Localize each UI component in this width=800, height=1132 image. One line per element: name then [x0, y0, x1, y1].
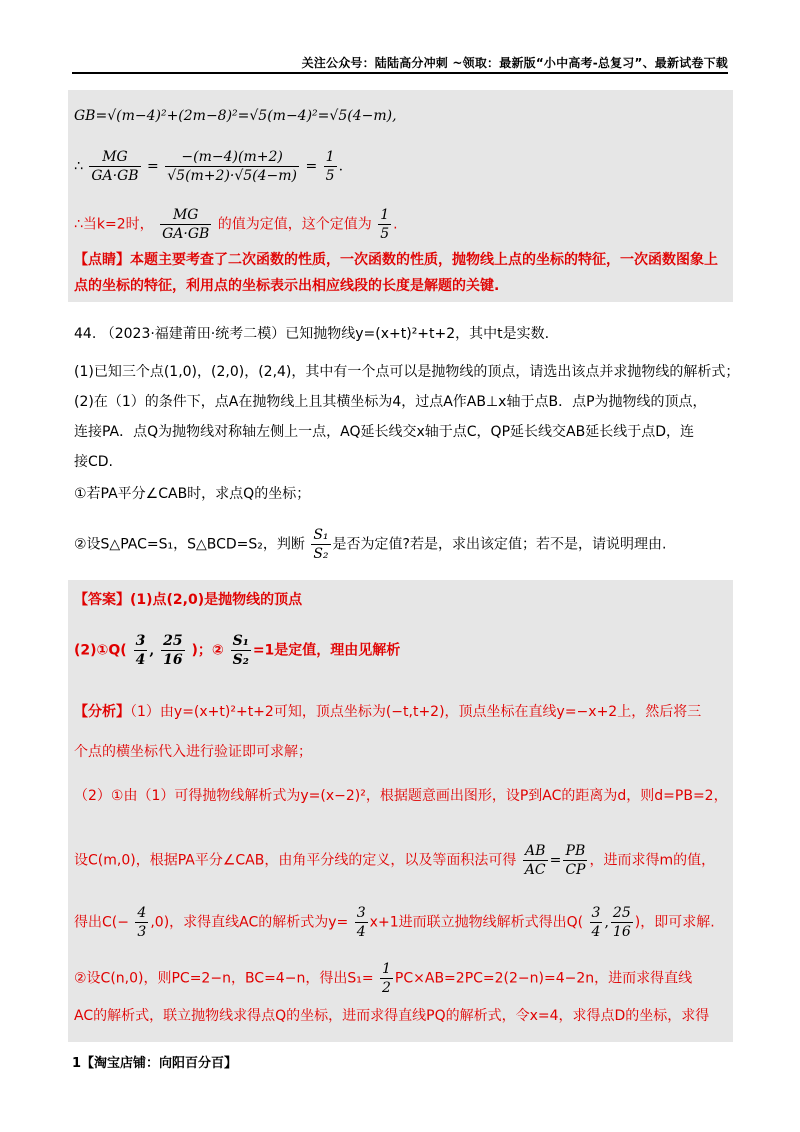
fraction-denominator: √5(m+2)·√5(4−m) [167, 168, 298, 184]
fraction-numerator: 25 [612, 905, 631, 921]
question-sub-2-suffix: 是否为定值?若是，求出该定值；若不是，请说明理由. [332, 536, 667, 553]
answer-line-1 [74, 590, 302, 610]
question-part-1 [74, 362, 739, 382]
fraction-numerator: PB [563, 842, 587, 861]
analysis-text: 设C(m,0)，根据PA平分∠CAB，由角平分线的定义，以及等面积法可得 [74, 852, 517, 869]
question-source: （2023·福建莆田·统考二模） [100, 326, 286, 342]
question-part-1-text: (1)已知三个点(1,0)，(2,0)，(2,4)，其中有一个点可以是抛物线的顶点，请选出该点并求抛物线的解析式； [74, 364, 740, 380]
fraction-denominator: S₂ [313, 546, 329, 562]
fraction-numerator: 1 [380, 207, 390, 223]
fraction-denominator: 4 [356, 924, 366, 940]
conclusion-prefix: ∴当k=2时， [74, 216, 154, 233]
fraction-numerator: 3 [356, 905, 366, 921]
answer-line-2: (2)①Q( $\frac{3}{4}$ , $\frac{25}{16}$ )；② $\frac{\text{S₁}}{\text{S₂}}$ =1是定值，理由见解析 [74, 633, 401, 668]
fraction-denominator: 5 [325, 168, 335, 184]
question-sub-2-prefix: ②设S△PAC=S₁，S△BCD=S₂，判断 [74, 536, 305, 553]
fraction-numerator: 25 [163, 633, 183, 649]
analysis-text: AC的解析式，联立抛物线求得点Q的坐标，进而求得直线PQ的解析式，令x=4，求得点D的坐标，求得 [74, 1008, 710, 1024]
question-stem-text: 已知抛物线y=(x+t)²+t+2，其中t是实数. [285, 326, 550, 342]
fraction-25-16 [161, 632, 184, 669]
answer-text: =1是定值，理由见解析 [252, 642, 401, 659]
fraction-one-half [380, 960, 393, 997]
fraction-s1-s2 [311, 526, 330, 563]
analysis-line-3 [74, 786, 728, 806]
comment-line-1 [74, 250, 718, 270]
comment-text: 点的坐标的特征，利用点的坐标表示出相应线段的长度是解题的关键. [74, 278, 500, 294]
fraction-denominator: GA·GB [162, 226, 210, 242]
fraction-denominator: 4 [135, 652, 146, 668]
fraction-denominator: S₂ [232, 652, 249, 668]
analysis-text: ②设C(n,0)，则PC=2−n，BC=4−n，得出S₁= [74, 970, 374, 987]
fraction-one-fifth [378, 206, 391, 243]
fraction-numerator: MG [89, 148, 140, 167]
fraction-numerator: S₁ [232, 633, 249, 649]
fraction-25-16 [611, 904, 633, 941]
page-header: 关注公众号：陆陆高分冲刺 ~领取：最新版“小中高考-总复习”、最新试卷下载 [301, 56, 728, 70]
fraction-numerator: 1 [382, 961, 391, 977]
analysis-label: 【分析】 [74, 704, 130, 720]
question-part-2-text: 接CD. [74, 454, 114, 470]
fraction-numerator: −(m−4)(m+2) [165, 148, 299, 167]
fraction-denominator: 16 [612, 924, 631, 940]
fraction-ab-ac [523, 842, 548, 879]
answer-text: )；② [191, 642, 224, 659]
answer-label: 【答案】 [74, 592, 130, 608]
gb-equation [74, 106, 397, 126]
therefore-symbol: ∴ [74, 158, 83, 175]
fraction-three-quarters [590, 904, 603, 941]
fraction-denominator: GA·GB [91, 168, 139, 184]
question-part-2-line-2 [74, 422, 694, 442]
conclusion-middle: 的值为定值，这个定值为 [217, 216, 372, 233]
analysis-line-6 [74, 960, 692, 997]
fraction-denominator: 16 [163, 652, 183, 668]
analysis-text: )，即可求解. [634, 914, 715, 931]
question-part-2-text: 连接PA．点Q为抛物线对称轴左侧上一点，AQ延长线交x轴于点C，QP延长线交AB延长线于点D，连 [74, 424, 694, 440]
fraction-numerator: 3 [591, 905, 601, 921]
analysis-line-1 [74, 702, 701, 722]
fraction-denominator: 3 [137, 924, 147, 940]
header-divider [72, 72, 728, 74]
fraction-s1-s2 [231, 632, 251, 669]
fraction-mg-ga-gb [89, 148, 140, 185]
fraction-numerator: S₁ [313, 527, 329, 543]
fraction-numerator: 3 [135, 633, 146, 649]
question-part-2-text: (2)在（1）的条件下，点A在抛物线上且其横坐标为4，过点A作AB⊥x轴于点B．点P为抛物线的顶点， [74, 394, 707, 410]
analysis-line-4: 设C(m,0)，根据PA平分∠CAB，由角平分线的定义，以及等面积法可得 $\frac{AB}{AC}$ = $\frac{PB}{CP}$ ，进而求得m的值， [74, 843, 716, 878]
question-sub-2 [74, 526, 666, 563]
question-sub-1 [74, 484, 310, 504]
comment-line-2 [74, 276, 499, 296]
comment-text: 本题主要考查了二次函数的性质，一次函数的性质，抛物线上点的坐标的特征，一次函数图象上 [130, 252, 718, 268]
fraction-three-quarters [355, 904, 368, 941]
fraction-numerator: 4 [137, 905, 147, 921]
analysis-text: ,0)，求得直线AC的解析式为y= [150, 914, 349, 931]
fraction-mg-ga-gb [160, 206, 211, 243]
fraction-denominator: CP [565, 862, 586, 878]
fraction-three-quarters [134, 632, 148, 669]
fraction-pb-cp [563, 842, 587, 879]
analysis-text: （1）由y=(x+t)²+t+2可知，顶点坐标为(−t,t+2)，顶点坐标在直线y=−x+2上，然后将三 [130, 704, 702, 720]
conclusion-line: ∴当k=2时， $\frac{MG}{GA\cdot GB}$ 的值为定值，这个定值为 $\frac{1}{5}$ . [74, 207, 398, 242]
fraction-numerator: MG [160, 206, 211, 225]
analysis-line-7 [74, 1006, 709, 1026]
fraction-numerator: AB [523, 842, 548, 861]
question-part-2-line-3 [74, 452, 113, 472]
question-sub-1-text: ①若PA平分∠CAB时，求点Q的坐标； [74, 486, 311, 502]
gb-equation-text: GB=√(m−4)²+(2m−8)²=√5(m−4)²=√5(4−m), [74, 108, 397, 124]
analysis-text: （2）①由（1）可得抛物线解析式为y=(x−2)²，根据题意画出图形，设P到AC的距离为d，则d=PB=2， [74, 788, 728, 804]
fraction-one-fifth [324, 148, 337, 185]
fraction-denominator: 5 [380, 226, 390, 242]
page-footer: 1【淘宝店铺：向阳百分百】 [72, 1056, 238, 1071]
analysis-text: 个点的横坐标代入进行验证即可求解； [74, 744, 312, 760]
question-number: 44. [74, 326, 97, 342]
fraction-numerator: 1 [325, 149, 335, 165]
fraction-four-thirds [135, 904, 148, 941]
comment-label: 【点睛】 [74, 252, 130, 268]
fraction-expansion [165, 148, 299, 185]
fraction-denominator: 4 [591, 924, 601, 940]
question-part-2-line-1 [74, 392, 707, 412]
fraction-denominator: 2 [382, 980, 391, 996]
analysis-text: 得出C(− [74, 914, 129, 931]
question-stem [74, 324, 549, 344]
answer-text: (1)点(2,0)是抛物线的顶点 [130, 592, 303, 608]
analysis-line-5: 得出C(− $\frac{4}{3}$ ,0)，求得直线AC的解析式为y= $\frac{3}{4}$ x+1进而联立抛物线解析式得出Q( $\frac{3}{4}$ , $\frac{25}{16}$ )，即可求解. [74, 905, 715, 940]
fraction-denominator: AC [524, 862, 546, 878]
answer-text: (2)①Q( [74, 642, 127, 659]
analysis-line-2 [74, 742, 312, 762]
analysis-text: ，进而求得m的值， [589, 852, 716, 869]
analysis-text: x+1进而联立抛物线解析式得出Q( [369, 914, 584, 931]
analysis-text: PC×AB=2PC=2(2−n)=4−2n，进而求得直线 [394, 970, 693, 987]
ratio-equation: ∴ $\frac{MG}{GA\cdot GB}$ = $\frac{-(m-4)(m+2)}{√5(m+2)\cdot√5(4-m)}$ = $\frac{1}{5}$ . [74, 149, 344, 184]
